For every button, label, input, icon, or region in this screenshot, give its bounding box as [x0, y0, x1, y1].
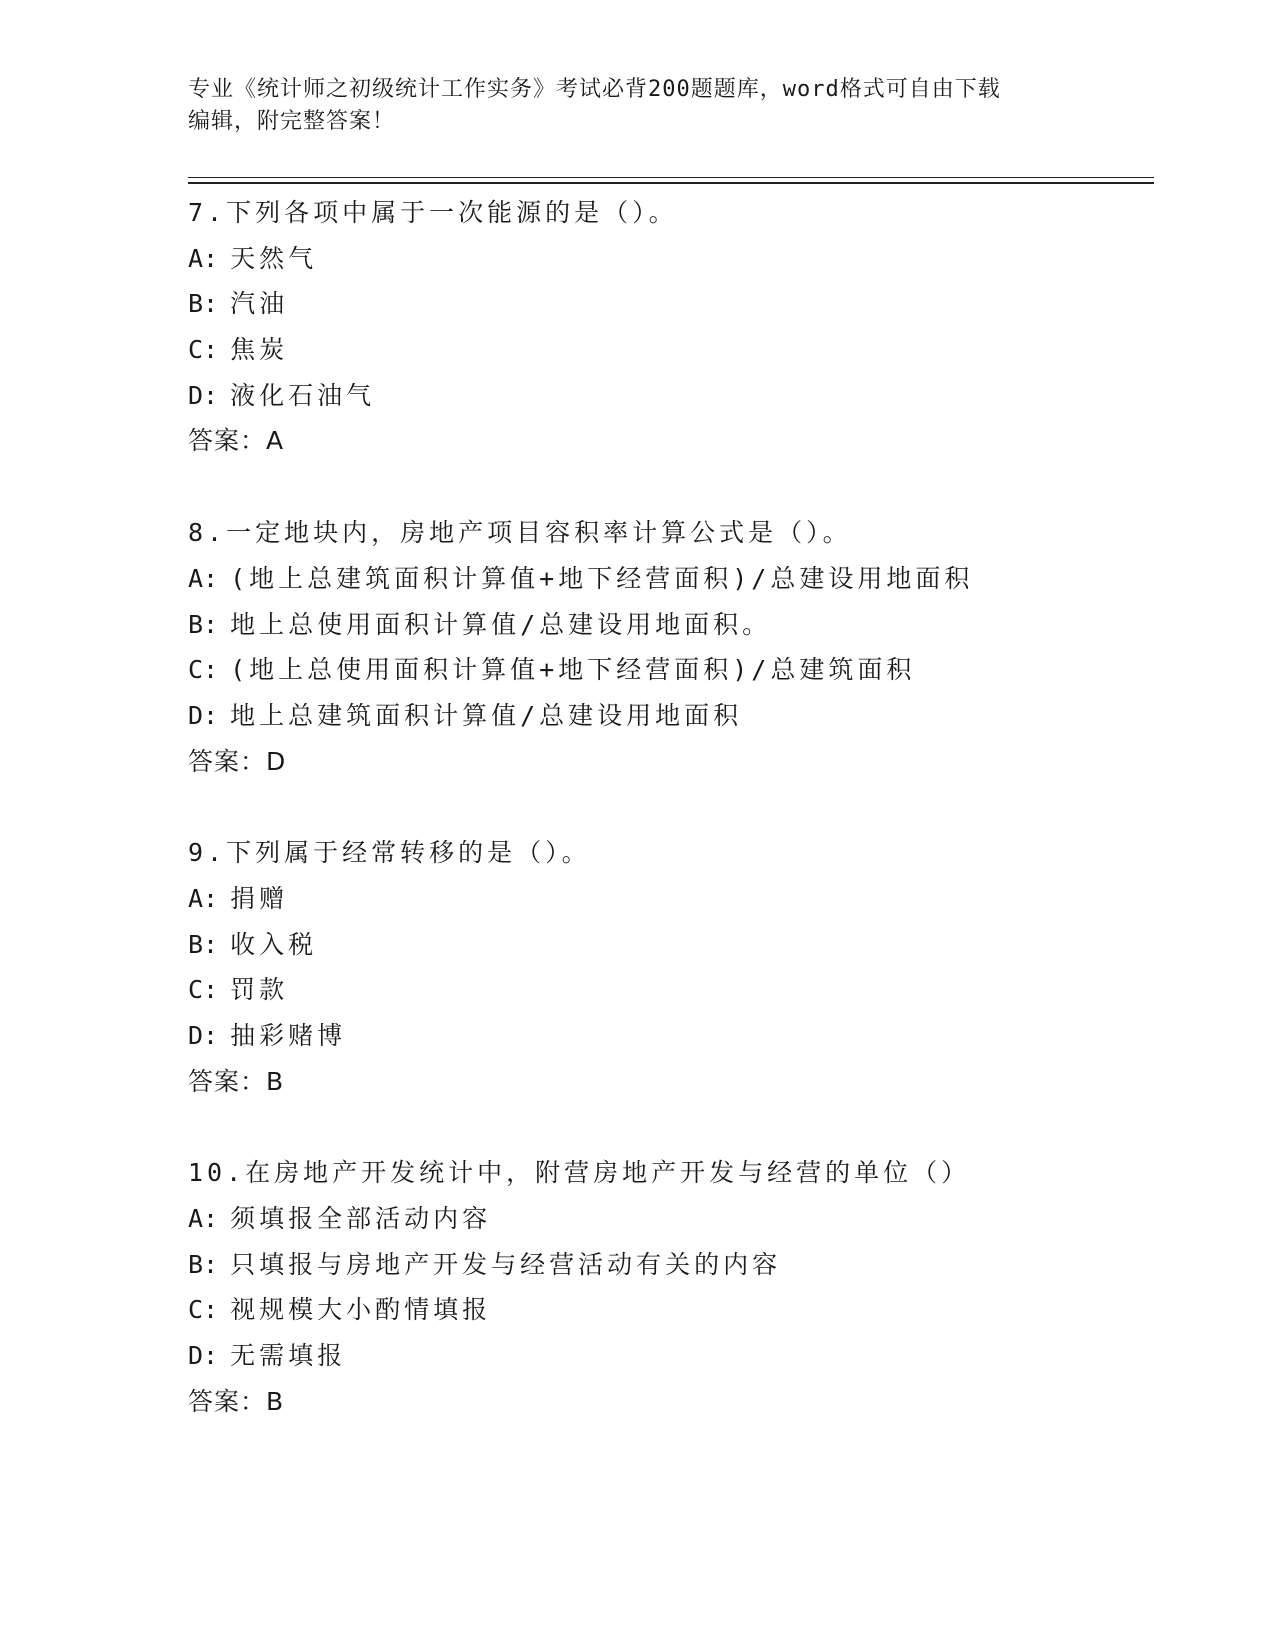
option-a [188, 1196, 1154, 1242]
option-text: 须填报全部活动内容 [230, 1204, 492, 1234]
option-b [188, 281, 1154, 327]
question-stem: 7.下列各项中属于一次能源的是（）。 [188, 198, 678, 227]
option-label: A: [188, 243, 219, 273]
option-text: 天然气 [230, 243, 318, 273]
option-label: C: [188, 975, 219, 1005]
option-text: 地上总使用面积计算值/总建设用地面积。 [230, 609, 772, 639]
option-label: B: [188, 289, 219, 319]
option-a [188, 236, 1154, 282]
option-text: 抽彩赌博 [230, 1021, 347, 1050]
option-label: B: [188, 1249, 219, 1279]
answer-line: 答案：B [188, 1386, 285, 1416]
option-text: 焦炭 [230, 335, 289, 365]
option-d [188, 1333, 1154, 1379]
option-text: 汽油 [230, 289, 289, 319]
option-label: D: [188, 1341, 219, 1371]
question-stem: 10.在房地产开发统计中，附营房地产开发与经营的单位（） [188, 1158, 971, 1188]
option-label: C: [188, 335, 219, 365]
option-text: 收入税 [230, 929, 318, 959]
option-label: C: [188, 655, 219, 685]
option-a [188, 556, 1154, 602]
question-8 [188, 510, 1154, 784]
option-text: 无需填报 [230, 1341, 347, 1371]
header-divider-thick [188, 182, 1154, 184]
option-b [188, 1242, 1154, 1288]
question-list [188, 190, 1154, 1471]
option-a [188, 876, 1154, 922]
option-label: A: [188, 563, 219, 593]
answer-line: 答案：B [188, 1066, 285, 1096]
option-label: B: [188, 929, 219, 959]
option-b [188, 602, 1154, 648]
option-label: A: [188, 1204, 219, 1234]
option-label: D: [188, 700, 219, 730]
option-c [188, 1287, 1154, 1333]
option-label: A: [188, 883, 219, 913]
option-label: B: [188, 609, 219, 639]
question-7 [188, 190, 1154, 464]
question-stem: 9.下列属于经常转移的是（）。 [188, 838, 591, 868]
header-divider-thin [188, 177, 1154, 178]
document-header [188, 74, 1088, 138]
option-text: 只填报与房地产开发与经营活动有关的内容 [230, 1249, 782, 1279]
option-text: 捐赠 [230, 883, 289, 913]
option-d [188, 373, 1154, 419]
question-stem: 8.一定地块内，房地产项目容积率计算公式是（）。 [188, 518, 852, 548]
question-10 [188, 1150, 1154, 1424]
option-c [188, 967, 1154, 1013]
option-text: 地上总建筑面积计算值/总建设用地面积 [230, 700, 743, 730]
option-b [188, 922, 1154, 968]
option-label: C: [188, 1295, 219, 1325]
option-text: (地上总使用面积计算值+地下经营面积)/总建筑面积 [230, 655, 916, 685]
header-line-2: 编辑，附完整答案！ [188, 109, 396, 134]
option-label: D: [188, 1021, 219, 1050]
question-9 [188, 830, 1154, 1104]
option-text: 罚款 [230, 975, 289, 1005]
header-line-1: 专业《统计师之初级统计工作实务》考试必背200题题库，word格式可自由下载 [188, 77, 1001, 102]
answer-line: 答案：A [188, 426, 285, 456]
option-d [188, 693, 1154, 739]
option-text: (地上总建筑面积计算值+地下经营面积)/总建设用地面积 [230, 563, 974, 593]
option-d [188, 1013, 1154, 1059]
option-label: D: [188, 380, 219, 410]
answer-line: 答案：D [188, 746, 287, 776]
option-c [188, 327, 1154, 373]
option-c [188, 647, 1154, 693]
option-text: 视规模大小酌情填报 [230, 1295, 492, 1325]
option-text: 液化石油气 [230, 380, 376, 410]
